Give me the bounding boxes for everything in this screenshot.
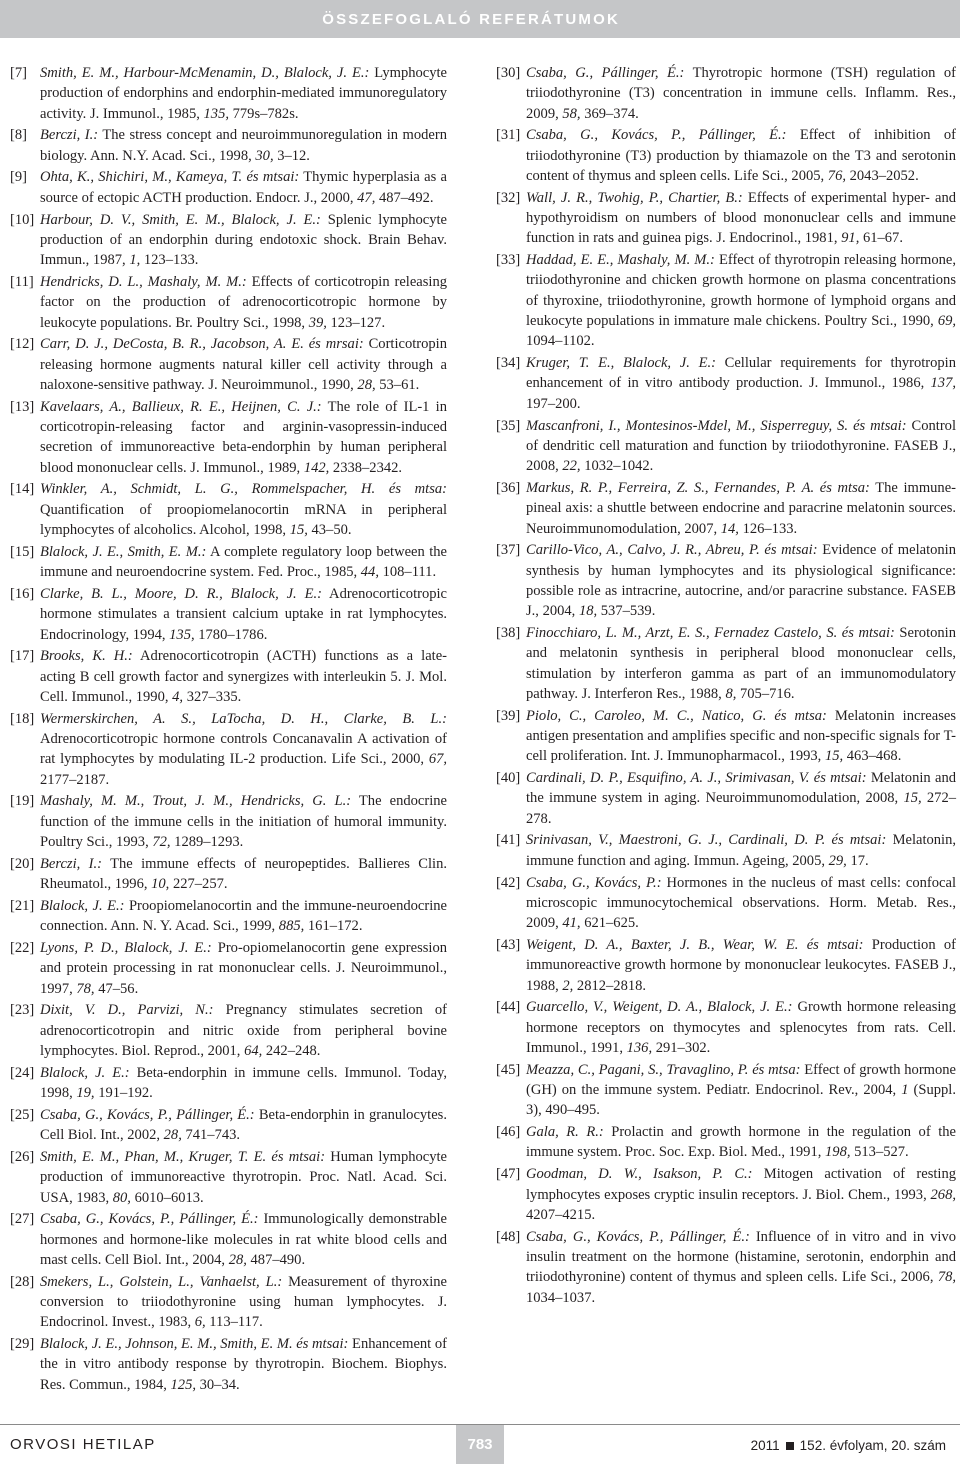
page-number-box [456,1425,504,1464]
reference-authors: Winkler, A., Schmidt, L. G., Rommelspacher, H. és mtsa: [40,481,447,498]
reference-text: Pro-opiomelanocortin gene expression and protein processing in rat mononuclear cells. J. Neuroimmunol., 1997, [40,939,448,997]
reference-text: Adrenocorticotropin (ACTH) functions as a late-acting B cell growth factor and synergizes with interleukin 5. J. Mol. Cell. Immunol., 1990, [40,648,447,705]
reference-number: [23] [10,1002,35,1019]
reference-number: [16] [10,585,35,602]
reference-text: Quantification of proopiomelanocortin mRNA in peripheral lymphocytes of alcoholics. Alcohol, 1998, [40,501,447,539]
reference-item [10,167,447,208]
reference-authors: Berczi, I.: [40,855,102,872]
issue-year: 2011 [750,1438,780,1453]
reference-authors: Blalock, J. E., Smith, E. M.: [40,543,207,560]
reference-text: The role of IL-1 in corticotropin-releasing factor and arginin-vasopressin-induced secretion of immunoreactive beta-endorphin by human peripheral blood mononuclear cells. J. Immunol., 1989, [40,398,447,476]
page-footer [0,1424,960,1464]
reference-text: Enhancement of the in vitro antibody response by thyrotropin. Biochem. Biophys. Res. Commun., 1984, [40,1336,447,1393]
reference-volume: 28, [357,376,376,393]
reference-number: [48] [496,1228,521,1245]
reference-authors: Lyons, P. D., Blalock, J. E.: [40,939,212,956]
reference-volume: 47, [357,189,376,206]
reference-volume: 78, [76,980,95,997]
reference-item [10,896,447,937]
reference-pages: 3–12. [273,147,310,164]
issue-info [751,1438,946,1453]
reference-volume: 78, [937,1269,956,1286]
reference-text: Prolactin and growth hormone in the regulation of the immune system. Proc. Soc. Exp. Biol. Med., 1991, [526,1124,956,1161]
reference-volume: 72, [152,833,171,850]
reference-item [496,353,956,414]
reference-authors: Smith, E. M., Harbour-McMenamin, D., Blalock, J. E.: [40,65,370,81]
reference-number: [8] [10,127,27,144]
reference-pages: 1780–1786. [194,626,268,643]
reference-text: Measurement of thyroxine conversion to triiodothyronine using human lymphocytes. J. Endocrinol. Invest., 1983, [40,1273,447,1331]
reference-text: Effect of thyrotropin releasing hormone, triiodothyronine and chicken growth hormone on plasma concentrations of thyroxine, triiodothyronine, growth hormone of lymphoid organs and leukocyte populations in immature male chickens. Poultry Sci., 1990, [526,252,956,330]
reference-authors: Brooks, K. H.: [40,648,133,665]
reference-authors: Csaba, G., Pállinger, É.: [526,65,685,81]
reference-authors: Harbour, D. V., Smith, E. M., Blalock, J. E.: [40,211,321,228]
reference-text: Effect of inhibition of triiodothyronine (T3) production by thiamazole on the T3 and serotonin content of thymus and spleen cells. Life Sci., 2005, [526,127,956,184]
reference-pages: 1034–1037. [526,1289,596,1306]
reference-volume: 136, [626,1039,653,1056]
reference-volume: 4, [172,688,184,705]
reference-item [10,1272,447,1333]
reference-authors: Wall, J. R., Twohig, P., Chartier, B.: [526,189,743,206]
reference-pages: 17. [846,852,869,869]
reference-pages: 61–67. [859,230,903,247]
reference-authors: Blalock, J. E., Johnson, E. M., Smith, E. M. és mtsai: [40,1336,349,1353]
reference-volume: 58, [562,105,581,122]
reference-volume: 14, [720,520,739,537]
reference-volume: 135, [169,626,195,643]
reference-pages: 126–133. [738,520,798,537]
reference-text: Human lymphocyte production of immunoreactive thyrotropin. Proc. Natl. Acad. Sci. USA, 1983, [40,1148,447,1206]
reference-number: [31] [496,127,521,144]
reference-number: [7] [10,65,27,81]
reference-authors: Guarcello, V., Weigent, D. A., Blalock, J. E.: [526,999,793,1016]
reference-text: Melatonin increases antigen presentation and amplifies specific and non-specific signals for T-cell proliferation. Int. J. Immunopharmacol., 1993, [526,707,956,765]
reference-pages: 108–111. [378,564,437,581]
reference-volume: 125, [170,1376,196,1393]
reference-pages: 2177–2187. [40,771,110,788]
reference-text: Adrenocorticotropic hormone stimulates a transient calcium uptake in rat lymphocytes. Endocrinology, 1994, [40,585,448,643]
reference-authors: Smith, E. M., Phan, M., Kruger, T. E. és mtsai: [40,1148,326,1165]
reference-item [10,334,447,395]
reference-item [496,188,956,249]
reference-number: [26] [10,1148,35,1165]
reference-volume: 198, [825,1144,851,1161]
reference-pages: 227–257. [169,876,228,893]
reference-number: [35] [496,417,521,434]
reference-authors: Finocchiaro, L. M., Arzt, E. S., Fernadez Castelo, S. és mtsai: [526,625,895,642]
reference-item [10,584,447,645]
reference-pages: 53–61. [375,376,420,393]
reference-volume: 885, [278,918,305,935]
reference-volume: 1, [129,252,141,269]
reference-pages: 113–117. [205,1314,263,1331]
reference-text: Control of dendritic cell maturation and function by triiodothyronine. FASEB J., 2008, [526,417,956,475]
reference-number: [13] [10,398,35,415]
reference-authors: Csaba, G., Kovács, P., Pállinger, É.: [40,1211,259,1228]
reference-item [10,1334,447,1395]
reference-authors: Carr, D. J., DeCosta, B. R., Jacobson, A. E. és mrsai: [40,336,364,353]
reference-pages: 191–192. [94,1085,153,1102]
reference-pages: 197–200. [526,395,581,412]
reference-volume: 91, [841,230,860,247]
reference-item [10,1063,447,1104]
reference-number: [43] [496,936,521,953]
reference-authors: Weigent, D. A., Baxter, J. B., Wear, W. E. és mtsai: [526,936,864,953]
reference-number: [32] [496,189,521,206]
reference-pages: 4207–4215. [526,1206,596,1223]
reference-pages: 123–127. [326,314,386,331]
reference-text: Melatonin, immune function and aging. Immun. Ageing, 2005, [526,832,956,869]
reference-pages: 47–56. [94,980,139,997]
reference-volume: 15, [903,790,922,807]
reference-authors: Ohta, K., Shichiri, M., Kameya, T. és mtsai: [40,169,300,186]
section-title: ÖSSZEFOGLALÓ REFERÁTUMOK [322,10,620,28]
reference-number: [10] [10,211,35,228]
reference-pages: 6010–6013. [130,1189,204,1206]
reference-item [10,1000,447,1061]
reference-item [10,854,447,895]
reference-number: [30] [496,65,521,81]
reference-number: [15] [10,543,35,560]
reference-number: [37] [496,542,521,559]
reference-text: The immune effects of neuropeptides. Ballieres Clin. Rheumatol., 1996, [40,855,447,893]
reference-text: Effect of growth hormone (GH) on the immune system. Pediatr. Endocrinol. Rev., 2004, [526,1061,956,1099]
reference-authors: Csaba, G., Kovács, P., Pállinger, É.: [526,1228,750,1245]
reference-item [496,250,956,351]
reference-pages: 487–492. [375,189,434,206]
reference-pages: 1032–1042. [580,458,654,475]
reference-pages: 369–374. [580,105,639,122]
reference-number: [14] [10,481,35,498]
reference-number: [47] [496,1166,521,1183]
reference-volume: 69, [937,313,956,330]
reference-authors: Piolo, C., Caroleo, M. C., Natico, G. és mtsa: [526,707,827,724]
reference-number: [41] [496,832,521,849]
reference-volume: 41, [562,915,581,932]
reference-authors: Smekers, L., Golstein, L., Vanhaelst, L.: [40,1273,283,1290]
reference-pages: 161–172. [304,918,363,935]
reference-pages: 272–278. [526,790,956,827]
reference-authors: Hendricks, D. L., Mashaly, M. M.: [40,273,247,290]
reference-authors: Clarke, B. L., Moore, D. R., Blalock, J. E.: [40,585,322,602]
reference-text: Hormones in the nucleus of mast cells: confocal microscopic immunocytochemical observations. Horm. Metab. Res., 2009, [526,874,956,932]
reference-volume: 6, [194,1314,206,1331]
reference-item [496,125,956,186]
reference-volume: 29, [828,852,847,869]
reference-pages: 779s–782s. [228,105,299,122]
reference-item [10,938,447,999]
reference-item [496,873,956,934]
reference-authors: Mashaly, M. M., Trout, J. M., Hendricks, G. L.: [40,793,352,810]
reference-pages: 242–248. [262,1042,321,1059]
reference-item [496,63,956,124]
reference-pages: 30–34. [196,1376,240,1393]
reference-volume: 10, [151,876,170,893]
reference-text: Melatonin and the immune system in aging. Neuroimmunomodulation, 2008, [526,770,956,807]
reference-text: Immunologically demonstrable hormones and hormone-like molecules in rat white blood cells and mast cells. Cell Biol. Int., 2004, [40,1211,447,1268]
reference-item [10,1209,447,1270]
reference-authors: Blalock, J. E.: [40,897,125,914]
reference-text: Beta-endorphin in immune cells. Immunol. Today, 1998, [40,1064,447,1102]
reference-text: Effects of experimental hyper- and hypothyroidism on numbers of blood mononuclear cells and immune function in rats and guinea pigs. J. Endocrinol., 1981, [526,189,956,247]
reference-pages: 1094–1102. [526,333,595,350]
reference-number: [28] [10,1273,35,1290]
reference-number: [18] [10,710,35,727]
reference-item [10,63,447,124]
reference-text: The endocrine function of the immune cells in the initiation of humoral immunity. Poultry Sci., 1993, [40,793,447,850]
reference-authors: Wermerskirchen, A. S., LaTocha, D. H., Clarke, B. L.: [40,710,447,727]
reference-item [496,997,956,1058]
reference-volume: 67, [428,751,447,768]
reference-volume: 15, [824,748,844,765]
reference-volume: 28, [163,1127,182,1144]
reference-number: [20] [10,855,35,872]
reference-pages: 537–539. [597,603,656,620]
reference-text: Effects of corticotropin releasing factor on the production of adrenocorticotropic hormone by leukocyte populations. Br. Poultry Sci., 1998, [40,273,447,331]
reference-volume: 44, [360,564,379,581]
reference-volume: 135, [203,105,229,122]
reference-pages: 43–50. [307,522,352,539]
reference-number: [34] [496,355,521,372]
reference-volume: 142, [303,459,330,476]
reference-item [10,479,447,540]
reference-authors: Srinivasan, V., Maestroni, G. J., Cardinali, D. P. és mtsai: [526,832,887,849]
reference-pages: 513–527. [850,1144,909,1161]
reference-volume: 76, [827,167,846,184]
reference-volume: 8, [725,685,737,702]
reference-pages: 487–490. [246,1251,306,1268]
reference-number: [12] [10,336,35,353]
reference-volume: 22, [562,458,581,475]
reference-volume: 268, [930,1186,956,1203]
reference-number: [22] [10,939,35,956]
reference-text: The stress concept and neuroimmunoregulation in modern biology. Ann. N.Y. Acad. Sci., 1998, [40,127,447,164]
reference-number: [24] [10,1064,35,1081]
reference-number: [40] [496,770,521,787]
reference-volume: 15, [289,522,308,539]
reference-number: [45] [496,1061,521,1078]
reference-volume: 19, [76,1085,95,1102]
reference-authors: Markus, R. P., Ferreira, Z. S., Fernandes, P. A. és mtsa: [526,479,870,496]
section-header-bar [0,0,960,38]
reference-authors: Mascanfroni, I., Montesinos-Mdel, M., Sisperreguy, S. és mtsai: [526,417,907,434]
reference-number: [33] [496,252,521,269]
reference-volume: 28, [228,1251,247,1268]
reference-text: Influence of in vitro and in vivo insulin treatment on the hormone (histamine, serotonin, endorphin and triiodothyronine) content of thymus and spleen cells. Life Sci., 2006, [526,1228,956,1286]
reference-item [496,1164,956,1225]
reference-pages: 327–335. [183,688,242,705]
reference-text: Pregnancy stimulates secretion of adrenocorticotropin and nitric oxide from peripheral bovine lymphocytes. Biol. Reprod., 2001, [40,1002,447,1059]
reference-text: Splenic lymphocyte production of an endorphin during endotoxic shock. Brain Behav. Immun., 1987, [40,211,447,269]
reference-authors: Blalock, J. E.: [40,1064,130,1081]
reference-pages: 741–743. [181,1127,241,1144]
reference-authors: Cardinali, D. P., Esquifino, A. J., Srimivasan, V. és mtsai: [526,770,867,787]
reference-item [10,791,447,852]
reference-pages: 2043–2052. [845,167,919,184]
reference-number: [27] [10,1211,35,1228]
reference-pages: 621–625. [580,915,639,932]
reference-item [10,709,447,790]
reference-text: Thyrotropic hormone (TSH) regulation of triiodothyronine (T3) concentration in immune cells. Inflamm. Res., 2009, [526,65,956,122]
reference-text: Proopiomelanocortin and the immune-neuroendocrine connection. Ann. N. Y. Acad. Sci., 1999, [40,897,447,935]
reference-item [10,397,447,478]
reference-volume: 39, [308,314,327,331]
reference-volume: 1 [901,1082,909,1099]
reference-number: [21] [10,897,35,914]
reference-pages: 705–716. [736,685,795,702]
reference-pages: (Suppl. 3), 490–495. [526,1082,956,1119]
reference-authors: Csaba, G., Kovács, P., Pállinger, É.: [40,1106,255,1123]
reference-authors: Kavelaars, A., Ballieux, R. E., Heijnen, C. J.: [40,398,322,415]
reference-item [496,1227,956,1308]
reference-text: Production of immunoreactive growth hormone by mononuclear leukocytes. FASEB J., 1988, [526,936,957,994]
reference-item [10,1105,447,1146]
reference-column-right [496,63,956,1309]
reference-number: [36] [496,479,521,496]
reference-authors: Gala, R. R.: [526,1124,604,1141]
reference-pages: 123–133. [140,252,199,269]
reference-number: [29] [10,1336,35,1353]
reference-text: Corticotropin releasing hormone augments natural killer cell activity through a naloxone-sensitive pathway. J. Neuroimmunol., 1990, [40,336,447,393]
reference-item [10,542,447,583]
reference-number: [46] [496,1124,521,1141]
reference-number: [39] [496,707,521,724]
reference-authors: Kruger, T. E., Blalock, J. E.: [526,355,716,372]
reference-volume: 18, [578,603,598,620]
square-bullet-icon [786,1442,794,1450]
reference-item [496,1060,956,1121]
reference-text: The immune-pineal axis: a shuttle between endocrine and paracrine melatonin sources. Neuroimmunomodulation, 2007, [526,479,956,537]
page-number: 783 [467,1436,493,1453]
reference-pages: 1289–1293. [170,833,244,850]
reference-text: Growth hormone releasing hormone receptors on thymocytes and splenocytes from rats. Cell. Immunol., 1991, [526,999,956,1056]
reference-item [10,125,447,166]
reference-authors: Berczi, I.: [40,127,99,144]
reference-item [496,768,956,829]
reference-text: Cellular requirements for thyrotropin enhancement of in vitro antibody production. J. Immunol., 1986, [526,355,956,392]
reference-number: [9] [10,169,27,186]
reference-number: [42] [496,874,521,891]
reference-authors: Goodman, D. W., Isakson, P. C.: [526,1166,753,1183]
reference-item [496,935,956,996]
reference-text: Thymic hyperplasia as a source of ectopic ACTH production. Endocr. J., 2000, [40,169,447,206]
reference-pages: 463–468. [843,748,902,765]
reference-number: [25] [10,1106,35,1123]
reference-text: Evidence of melatonin synthesis by human lymphocytes and its physiological significance: possible role as intracrine, autocrine, and/or paracrine substance. FASEB J., 2004, [526,542,956,620]
reference-number: [11] [10,273,34,290]
reference-authors: Csaba, G., Kovács, P.: [526,874,662,891]
reference-volume: 137, [930,375,956,392]
reference-text: Adrenocorticotropic hormone controls Concanavalin A activation of rat lymphocytes by modulating IL-2 production. Life Sci., 2000, [40,731,447,768]
reference-item [10,646,447,707]
reference-item [10,210,447,271]
reference-number: [17] [10,648,35,665]
reference-item [10,1147,447,1208]
reference-item [10,272,447,333]
reference-volume: 64, [244,1042,263,1059]
reference-volume: 2, [562,977,574,994]
reference-number: [44] [496,999,521,1016]
reference-item [496,706,956,767]
reference-text: Mitogen activation of resting lymphocytes exposes cryptic insulin receptors. J. Biol. Chem., 1993, [526,1166,956,1203]
reference-pages: 291–302. [652,1039,711,1056]
reference-column-left [10,63,447,1397]
reference-authors: Carillo-Vico, A., Calvo, J. R., Abreu, P. és mtsai: [526,542,818,559]
reference-text: Lymphocyte production of endorphins and endorphin-mediated immunoregulatory activity. J. Immunol., 1985, [40,65,448,122]
reference-item [496,623,956,704]
reference-item [496,416,956,477]
reference-authors: Csaba, G., Kovács, P., Pállinger, É.: [526,127,787,144]
reference-text: Beta-endorphin in granulocytes. Cell Biol. Int., 2002, [40,1106,447,1144]
reference-volume: 30, [255,147,274,164]
reference-authors: Dixit, V. D., Parvizi, N.: [40,1002,214,1019]
reference-item [496,540,956,621]
reference-item [496,830,956,871]
reference-authors: Meazza, C., Pagani, S., Travaglino, P. és mtsa: [526,1061,801,1078]
reference-pages: 2338–2342. [329,459,403,476]
reference-authors: Haddad, E. E., Mashaly, M. M.: [526,252,715,269]
reference-number: [38] [496,625,521,642]
reference-pages: 2812–2818. [573,977,647,994]
reference-text: A complete regulatory loop between the immune and neuroendocrine system. Fed. Proc., 1985, [40,543,447,581]
issue-volume: 152. évfolyam, 20. szám [799,1438,946,1453]
reference-volume: 80, [112,1189,131,1206]
reference-item [496,478,956,539]
reference-text: Serotonin and melatonin synthesis in peripheral blood mononuclear cells, stimulation by interferon gamma as part of an immunomodulatory pathway. J. Interferon Res., 1988, [526,625,956,702]
journal-name: ORVOSI HETILAP [10,1436,156,1453]
reference-item [496,1122,956,1163]
reference-number: [19] [10,793,35,810]
